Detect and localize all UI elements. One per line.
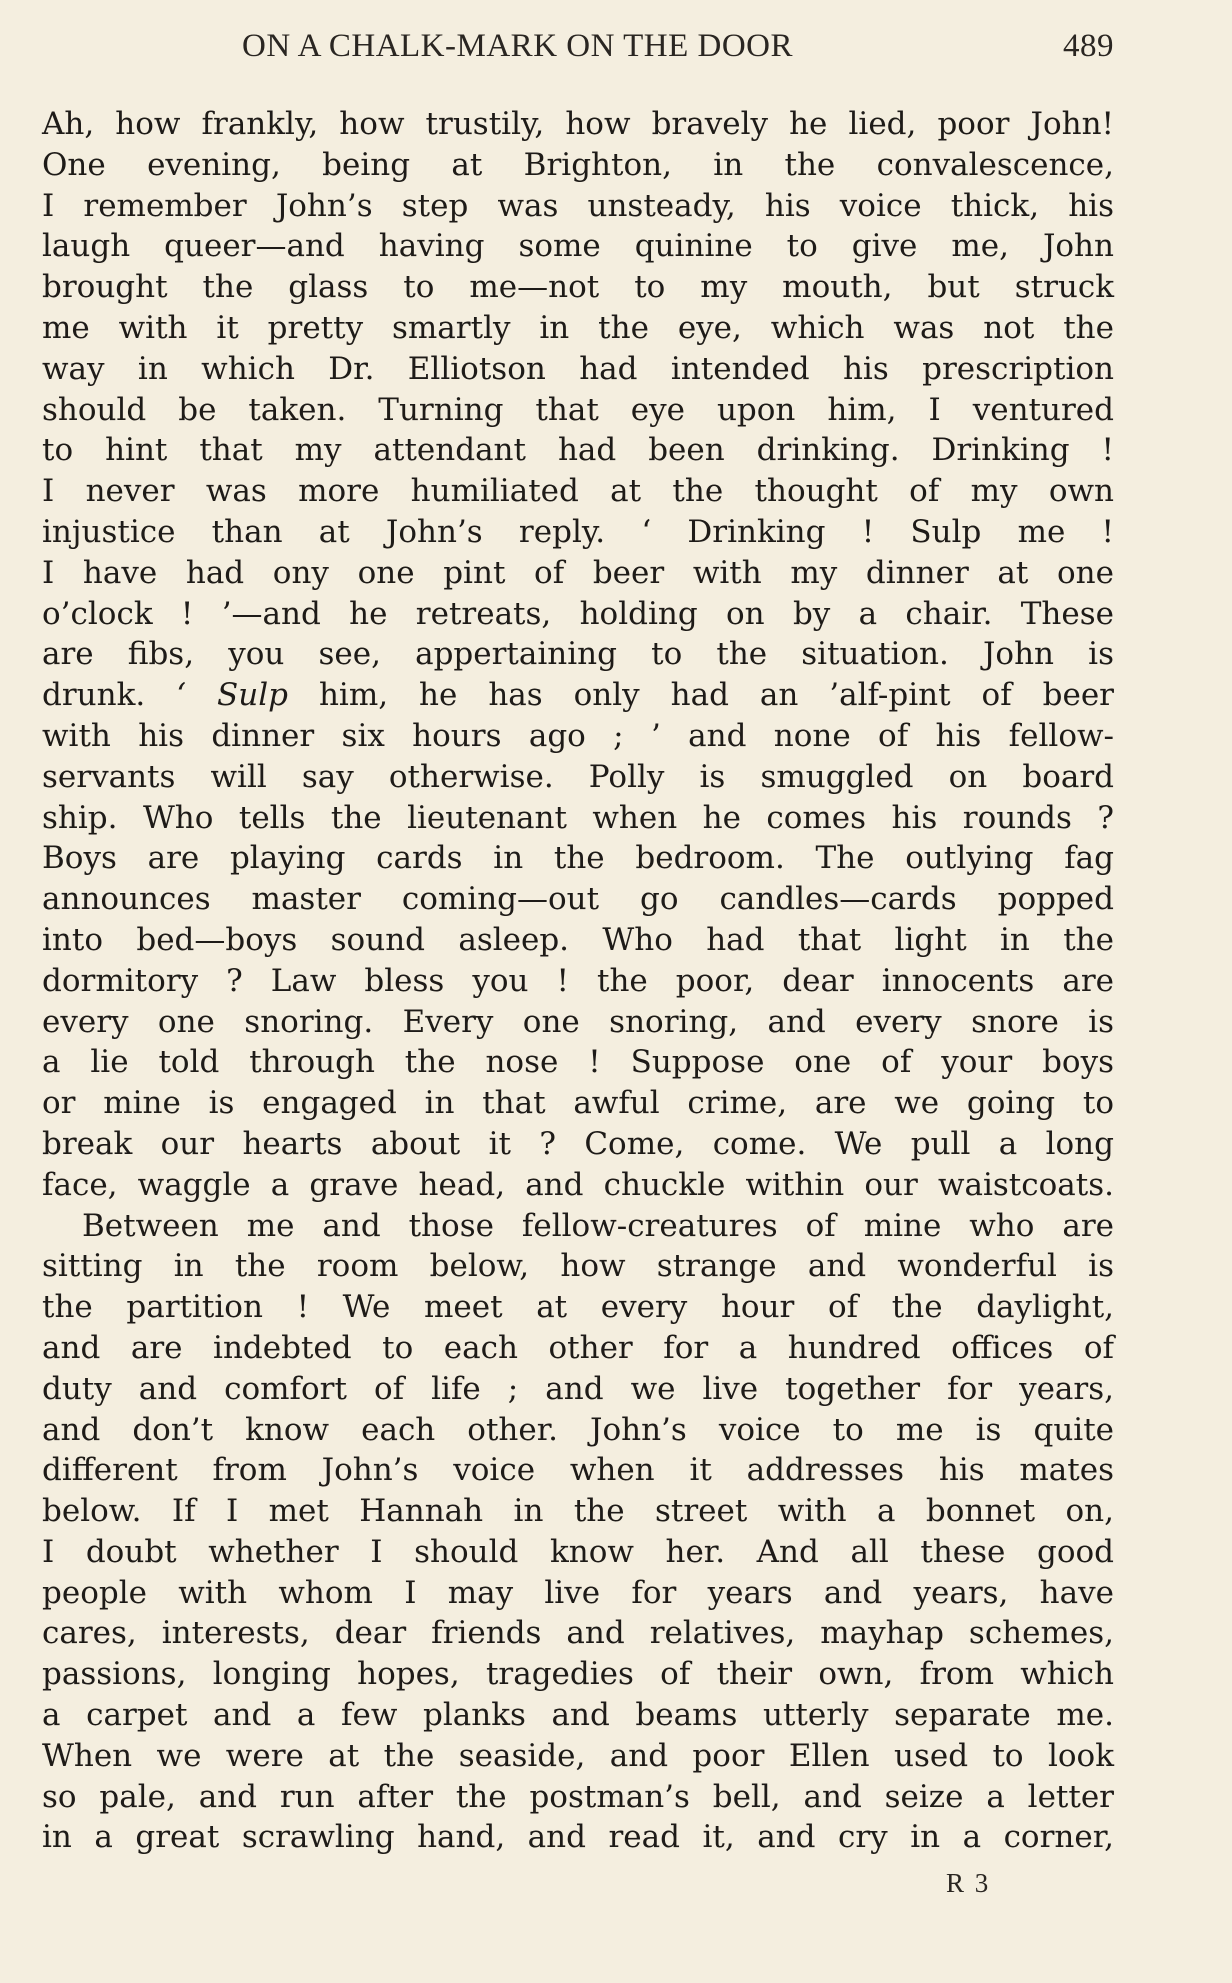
text-line: to hint that my attendant had been drinking. Drinking !	[42, 432, 1114, 469]
text-line: below. If I met Hannah in the street with a bonnet on,	[42, 1493, 1114, 1530]
text-line: announces master coming—out go candles—cards popped	[42, 881, 1114, 918]
text-line: in a great scrawling hand, and read it, and cry in a corner,	[42, 1819, 1114, 1856]
text-line: the partition ! We meet at every hour of the daylight,	[42, 1289, 1114, 1326]
text-line: or mine is engaged in that awful crime, are we going to	[42, 1085, 1114, 1122]
text-fragment: him, he has only had an ’alf-pint of beer	[318, 677, 1114, 714]
text-line: servants will say otherwise. Polly is smuggled on board	[42, 758, 1114, 795]
text-line-paragraph-start: Between me and those fellow-creatures of mine who are	[82, 1207, 1114, 1244]
text-line: cares, interests, dear friends and relatives, mayhap schemes,	[42, 1615, 1114, 1652]
text-line: I have had ony one pint of beer with my dinner at one	[42, 554, 1114, 591]
signature-mark: R 3	[946, 1868, 991, 1898]
text-line: and don’t know each other. John’s voice to me is quite	[42, 1411, 1114, 1448]
text-line: into bed—boys sound asleep. Who had that light in the	[42, 921, 1114, 958]
text-line: One evening, being at Brighton, in the convalescence,	[42, 146, 1114, 183]
text-line: a carpet and a few planks and beams utterly separate me.	[42, 1697, 1114, 1734]
text-line: ship. Who tells the lieutenant when he comes his rounds ?	[42, 799, 1114, 836]
text-line: me with it pretty smartly in the eye, which was not the	[42, 309, 1114, 346]
text-line: and are indebted to each other for a hundred offices of	[42, 1329, 1114, 1366]
running-header	[42, 28, 1114, 72]
text-line: o’clock ! ’—and he retreats, holding on by a chair. These	[42, 595, 1114, 632]
text-line: When we were at the seaside, and poor Ellen used to look	[42, 1737, 1114, 1774]
text-line: every one snoring. Every one snoring, and every snore is	[42, 1003, 1114, 1040]
text-line: with his dinner six hours ago ; ’ and none of his fellow-	[42, 717, 1114, 754]
italic-word: ‘ Sulp	[176, 677, 288, 714]
text-line: Boys are playing cards in the bedroom. The outlying fag	[42, 840, 1114, 877]
body-text	[42, 104, 1114, 1858]
text-line: passions, longing hopes, tragedies of their own, from which	[42, 1656, 1114, 1693]
text-line: brought the glass to me—not to my mouth, but struck	[42, 269, 1114, 306]
text-line: break our hearts about it ? Come, come. We pull a long	[42, 1125, 1114, 1162]
text-line: face, waggle a grave head, and chuckle within our waistcoats.	[42, 1166, 1114, 1203]
text-line-mixed	[42, 675, 1114, 716]
text-line: Ah, how frankly, how trustily, how bravely he lied, poor John!	[42, 106, 1114, 142]
text-line: people with whom I may live for years and years, have	[42, 1574, 1114, 1611]
text-line: I doubt whether I should know her. And all these good	[42, 1533, 1114, 1570]
text-fragment: drunk.	[42, 677, 146, 714]
text-line: sitting in the room below, how strange and wonderful is	[42, 1248, 1114, 1285]
text-line: way in which Dr. Elliotson had intended his prescription	[42, 350, 1114, 387]
text-line: laugh queer—and having some quinine to give me, John	[42, 228, 1114, 265]
text-line: injustice than at John’s reply. ‘ Drinking ! Sulp me !	[42, 513, 1114, 550]
text-line: I never was more humiliated at the thought of my own	[42, 473, 1114, 510]
text-line: duty and comfort of life ; and we live together for years,	[42, 1370, 1114, 1407]
running-title: ON A CHALK-MARK ON THE DOOR	[242, 28, 793, 64]
text-line: are fibs, you see, appertaining to the situation. John is	[42, 636, 1114, 673]
text-line: different from John’s voice when it addresses his mates	[42, 1452, 1114, 1489]
text-line: a lie told through the nose ! Suppose one of your boys	[42, 1044, 1114, 1081]
text-line: I remember John’s step was unsteady, his voice thick, his	[42, 187, 1114, 224]
text-line: should be taken. Turning that eye upon him, I ventured	[42, 391, 1114, 428]
text-line: so pale, and run after the postman’s bell, and seize a letter	[42, 1778, 1114, 1815]
text-line: dormitory ? Law bless you ! the poor, dear innocents are	[42, 962, 1114, 999]
page-number: 489	[1063, 28, 1114, 64]
